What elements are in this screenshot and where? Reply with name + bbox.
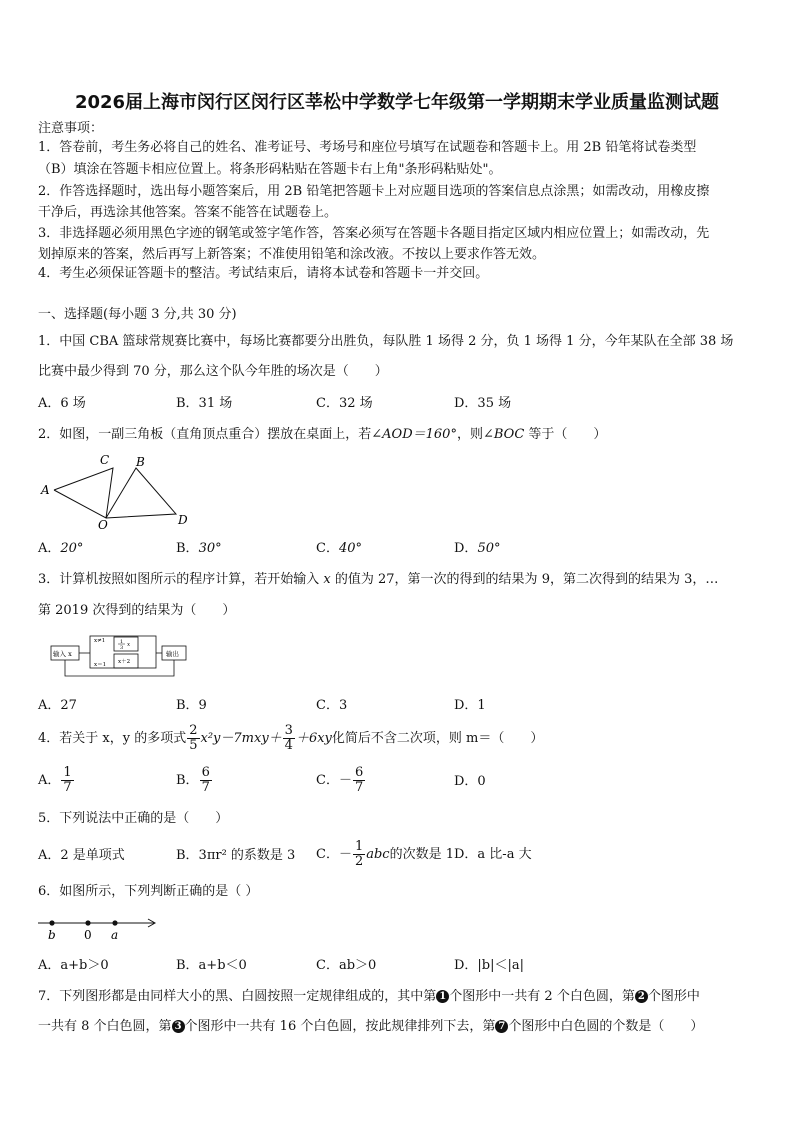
q2-label-c: C [100, 453, 110, 467]
q2-option-b: B．30° [176, 541, 222, 556]
q7-stem-line-2: 一共有 8 个白色圆，第 3 个图形中一共有 16 个白色圆，按此规律排列下去，第 7 个图形中白色圆的个数是（ ） [38, 1019, 704, 1034]
q3-op1-den: 3 [120, 645, 124, 651]
q6-option-b: B．a+b＜0 [176, 958, 247, 973]
q1-option-b: B．31 场 [176, 396, 233, 411]
q3-option-d: D．1 [454, 698, 486, 713]
q3-option-b: B．9 [176, 698, 207, 713]
q3-cond-2: x＝1 [94, 662, 107, 668]
q2-label-d: D [178, 513, 188, 527]
note-2-line-1: 2．作答选择题时，选出每小题答案后，用 2B 铅笔把答题卡上对应题目选项的答案信息点涂黑；如需改动，用橡皮擦 [38, 184, 710, 199]
q6-point-a [112, 920, 117, 925]
q2-option-c: C．40° [316, 541, 362, 556]
q3-flowchart [50, 632, 190, 680]
q2-triangle-figure [36, 452, 196, 532]
q6-label-b: b [48, 928, 56, 942]
q5-option-c: C．－ $\frac{1}{2}$ abc的次数是 1D．a 比-a 大 [316, 839, 532, 869]
q1-option-d: D．35 场 [454, 396, 512, 411]
q4-stem: 4．若关于 x，y 的多项式 $\frac{2}{5}$ x²y－7mxy＋ $\frac{3}{4}$ ＋6xy化简后不含二次项，则 m＝（ ） [38, 723, 544, 753]
q3-stem-line-1: 3．计算机按照如图所示的程序计算，若开始输入 x 的值为 27，第一次的得到的结果为 9，第二次得到的结果为 3，… [38, 572, 719, 587]
section-heading: 一、选择题(每小题 3 分,共 30 分) [38, 307, 237, 322]
q3-stem-line-2: 第 2019 次得到的结果为（ ） [38, 603, 236, 618]
q3-option-c: C．3 [316, 698, 348, 713]
q6-point-b [49, 920, 54, 925]
q3-option-a: A．27 [38, 698, 77, 713]
q2-asked-angle: ∠BOC [482, 427, 525, 442]
q1-stem-line-1: 1．中国 CBA 篮球常规赛比赛中，每场比赛都要分出胜负，每队胜 1 场得 2 分，负 1 场得 1 分，今年某队在全部 38 场 [38, 334, 734, 349]
note-4: 4．考生必须保证答题卡的整洁。考试结束后，请将本试卷和答题卡一并交回。 [38, 266, 489, 281]
note-2-line-2: 干净后，再选涂其他答案。答案不能答在试题卷上。 [38, 205, 338, 220]
q3-op1-num: 1 [120, 639, 124, 645]
note-1-line-2: （B）填涂在答题卡相应位置上。将条形码粘贴在答题卡右上角"条形码粘贴处"。 [38, 162, 502, 177]
q4-option-a: A． $\frac{1}{7}$ [38, 765, 72, 795]
q6-label-a: a [111, 928, 119, 942]
circled-number-7: 7 [495, 1020, 508, 1033]
page-title: 2026届上海市闵行区闵行区莘松中学数学七年级第一学期期末学业质量监测试题 [74, 92, 720, 113]
q4-option-c: C．－ $\frac{6}{7}$ [316, 765, 364, 795]
q5-option-b: B．3πr² 的系数是 3 [176, 848, 296, 863]
q6-option-d: D．|b|＜|a| [454, 958, 525, 973]
q2-stem-post: 等于（ ） [524, 427, 607, 442]
q6-option-c: C．ab＞0 [316, 958, 377, 973]
q3-output-box: 输出 [166, 650, 179, 658]
q2-option-a: A．20° [38, 541, 84, 556]
q3-input-box: 输入 x [53, 650, 72, 658]
q2-condition: ∠AOD＝160° [371, 427, 457, 442]
q2-stem-pre: 2．如图，一副三角板（直角顶点重合）摆放在桌面上，若 [38, 427, 372, 442]
q1-stem-line-2: 比赛中最少得到 70 分，那么这个队今年胜的场次是（ ） [38, 364, 388, 379]
circled-number-2: 2 [635, 990, 648, 1003]
circled-number-3: 3 [172, 1020, 185, 1033]
q3-cond-1: x≠1 [94, 638, 106, 644]
note-3-line-1: 3．非选择题必须用黑色字迹的钢笔或签字笔作答，答案必须写在答题卡各题目指定区域内相应位置上；如需改动，先 [38, 226, 710, 241]
notes-heading: 注意事项： [38, 121, 104, 136]
q6-point-zero [85, 920, 90, 925]
q6-stem: 6．如图所示，下列判断正确的是（ ） [38, 884, 259, 899]
q5-option-a: A．2 是单项式 [38, 848, 125, 863]
q5-stem: 5．下列说法中正确的是（ ） [38, 811, 229, 826]
q3-op1-var: x [127, 642, 131, 648]
q2-stem-mid: ，则 [456, 427, 483, 442]
q2-option-d: D．50° [454, 541, 501, 556]
q4-option-b: B． $\frac{6}{7}$ [176, 765, 210, 795]
q1-option-a: A．6 场 [38, 396, 86, 411]
note-3-line-2: 划掉原来的答案，然后再写上新答案；不准使用铅笔和涂改液。不按以上要求作答无效。 [38, 247, 546, 262]
q4-option-d: D．0 [454, 774, 486, 789]
q6-option-a: A．a+b＞0 [38, 958, 109, 973]
q6-number-line [36, 914, 166, 944]
note-1-line-1: 1．答卷前，考生务必将自己的姓名、准考证号、考场号和座位号填写在试题卷和答题卡上。用 2B 铅笔将试卷类型 [38, 140, 697, 155]
q3-op2: x＋2 [118, 659, 131, 665]
q7-stem-line-1: 7．下列图形都是由同样大小的黑、白圆按照一定规律组成的，其中第 1 个图形中一共有 2 个白色圆，第 2 个图形中 [38, 989, 700, 1004]
q2-label-o: O [98, 518, 108, 532]
circled-number-1: 1 [436, 990, 449, 1003]
q2-stem [38, 427, 606, 443]
q1-option-c: C．32 场 [316, 396, 373, 411]
q2-label-b: B [136, 455, 145, 469]
q2-label-a: A [41, 483, 50, 497]
q6-label-zero: 0 [84, 928, 92, 942]
